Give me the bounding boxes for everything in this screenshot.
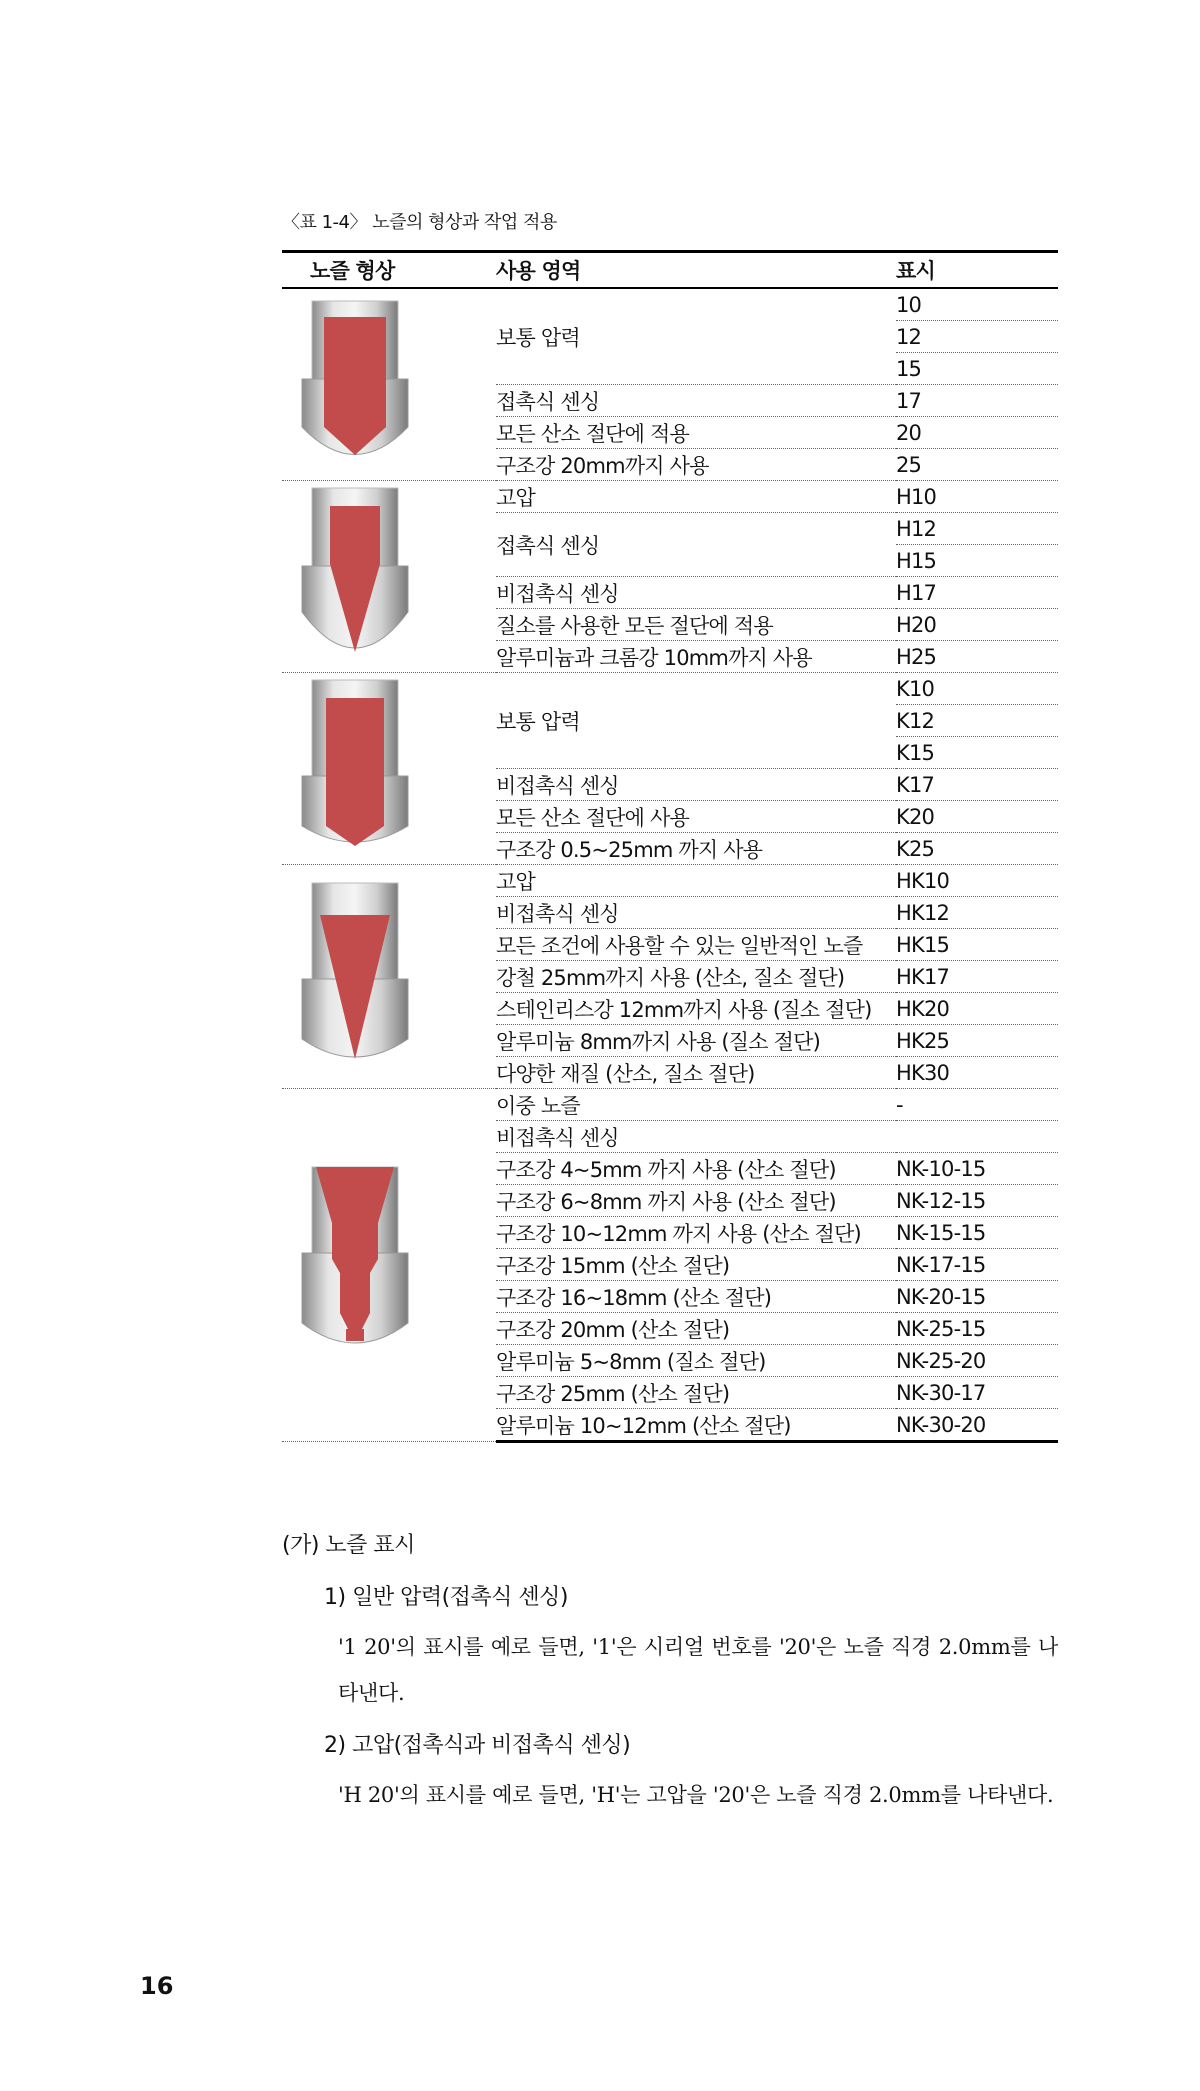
mark-cell: 17	[896, 385, 1058, 417]
mark-cell: NK-30-20	[896, 1409, 1058, 1442]
nozzle-table	[282, 250, 1058, 1443]
use-cell: 비접촉식 센싱	[496, 1121, 896, 1153]
mark-cell: NK-15-15	[896, 1217, 1058, 1249]
use-cell: 알루미늄 10~12mm (산소 절단)	[496, 1409, 896, 1442]
nozzle-double-icon	[300, 1163, 496, 1368]
mark-cell: 10	[896, 288, 1058, 321]
page-number: 16	[140, 1972, 174, 2000]
mark-cell: K17	[896, 769, 1058, 801]
nozzle-general-icon	[300, 879, 496, 1074]
mark-cell: H20	[896, 609, 1058, 641]
mark-cell: NK-10-15	[896, 1153, 1058, 1185]
table-row	[282, 1089, 1058, 1121]
mark-cell: NK-25-20	[896, 1345, 1058, 1377]
table-header-row	[282, 252, 1058, 289]
nozzle-shape-cell	[282, 481, 496, 673]
use-cell: 구조강 16~18mm (산소 절단)	[496, 1281, 896, 1313]
item1-text: '1 20'의 표시를 예로 들면, '1'은 시리얼 번호를 '20'은 노즐 직경 2.0mm를 나타낸다.	[338, 1635, 1058, 1705]
mark-cell: K12	[896, 705, 1058, 737]
nozzle-shape-cell	[282, 1089, 496, 1442]
mark-cell: NK-12-15	[896, 1185, 1058, 1217]
use-cell: 모든 산소 절단에 사용	[496, 801, 896, 833]
section-title: (가) 노즐 표시	[282, 1533, 415, 1558]
mark-cell: H15	[896, 545, 1058, 577]
mark-cell: HK20	[896, 993, 1058, 1025]
header-shape: 노즐 형상	[282, 252, 496, 289]
mark-cell: K20	[896, 801, 1058, 833]
use-cell: 고압	[496, 481, 896, 513]
use-cell: 모든 산소 절단에 적용	[496, 417, 896, 449]
header-use: 사용 영역	[496, 252, 896, 289]
use-cell: 알루미늄 8mm까지 사용 (질소 절단)	[496, 1025, 896, 1057]
nozzle-shape-cell	[282, 865, 496, 1089]
use-cell: 구조강 25mm (산소 절단)	[496, 1377, 896, 1409]
mark-cell: K10	[896, 673, 1058, 705]
table-caption: 〈표 1-4〉 노즐의 형상과 작업 적용	[282, 212, 557, 233]
mark-cell: H17	[896, 577, 1058, 609]
mark-cell: NK-30-17	[896, 1377, 1058, 1409]
mark-cell: HK10	[896, 865, 1058, 897]
use-cell: 모든 조건에 사용할 수 있는 일반적인 노즐	[496, 929, 896, 961]
use-cell: 비접촉식 센싱	[496, 897, 896, 929]
header-mark: 표시	[896, 252, 1058, 289]
nozzle-standard-icon	[300, 297, 496, 472]
mark-cell: K15	[896, 737, 1058, 769]
nozzle-shape-cell	[282, 673, 496, 865]
mark-cell: 15	[896, 353, 1058, 385]
nozzle-shape-cell	[282, 288, 496, 481]
use-cell: 비접촉식 센싱	[496, 769, 896, 801]
use-cell: 구조강 6~8mm 까지 사용 (산소 절단)	[496, 1185, 896, 1217]
use-cell: 알루미늄 5~8mm (질소 절단)	[496, 1345, 896, 1377]
use-cell: 접촉식 센싱	[496, 513, 896, 577]
item1-title: 1) 일반 압력(접촉식 센싱)	[324, 1585, 568, 1610]
nozzle-non-contact-icon	[300, 676, 496, 861]
use-cell: 구조강 4~5mm 까지 사용 (산소 절단)	[496, 1153, 896, 1185]
mark-cell: NK-20-15	[896, 1281, 1058, 1313]
table-row	[282, 673, 1058, 705]
mark-cell: NK-17-15	[896, 1249, 1058, 1281]
mark-cell: K25	[896, 833, 1058, 865]
nozzle-high-pressure-icon	[300, 484, 496, 669]
mark-cell: 25	[896, 449, 1058, 481]
use-cell: 접촉식 센싱	[496, 385, 896, 417]
use-cell: 스테인리스강 12mm까지 사용 (질소 절단)	[496, 993, 896, 1025]
table-row	[282, 481, 1058, 513]
use-cell: 고압	[496, 865, 896, 897]
use-cell: 강철 25mm까지 사용 (산소, 질소 절단)	[496, 961, 896, 993]
use-cell: 비접촉식 센싱	[496, 577, 896, 609]
mark-cell: NK-25-15	[896, 1313, 1058, 1345]
mark-cell: H12	[896, 513, 1058, 545]
mark-cell: HK30	[896, 1057, 1058, 1089]
mark-cell: HK17	[896, 961, 1058, 993]
table-body	[282, 288, 1058, 1442]
mark-cell	[896, 1121, 1058, 1153]
mark-cell: HK25	[896, 1025, 1058, 1057]
item2-text: 'H 20'의 표시를 예로 들면, 'H'는 고압을 '20'은 노즐 직경 2.0mm를 나타낸다.	[338, 1783, 1054, 1807]
table-row	[282, 288, 1058, 321]
mark-cell: HK15	[896, 929, 1058, 961]
mark-cell: 12	[896, 321, 1058, 353]
use-cell: 이중 노즐	[496, 1089, 896, 1121]
mark-cell: HK12	[896, 897, 1058, 929]
use-cell: 구조강 20mm까지 사용	[496, 449, 896, 481]
use-cell: 보통 압력	[496, 673, 896, 769]
use-cell: 구조강 15mm (산소 절단)	[496, 1249, 896, 1281]
use-cell: 구조강 0.5~25mm 까지 사용	[496, 833, 896, 865]
mark-cell: 20	[896, 417, 1058, 449]
item2-title: 2) 고압(접촉식과 비접촉식 센싱)	[324, 1733, 631, 1758]
use-cell: 구조강 10~12mm 까지 사용 (산소 절단)	[496, 1217, 896, 1249]
mark-cell: H25	[896, 641, 1058, 673]
table-row	[282, 865, 1058, 897]
use-cell: 구조강 20mm (산소 절단)	[496, 1313, 896, 1345]
mark-cell: -	[896, 1089, 1058, 1121]
use-cell: 다양한 재질 (산소, 질소 절단)	[496, 1057, 896, 1089]
mark-cell: H10	[896, 481, 1058, 513]
use-cell: 질소를 사용한 모든 절단에 적용	[496, 609, 896, 641]
use-cell: 알루미늄과 크롬강 10mm까지 사용	[496, 641, 896, 673]
use-cell: 보통 압력	[496, 288, 896, 385]
